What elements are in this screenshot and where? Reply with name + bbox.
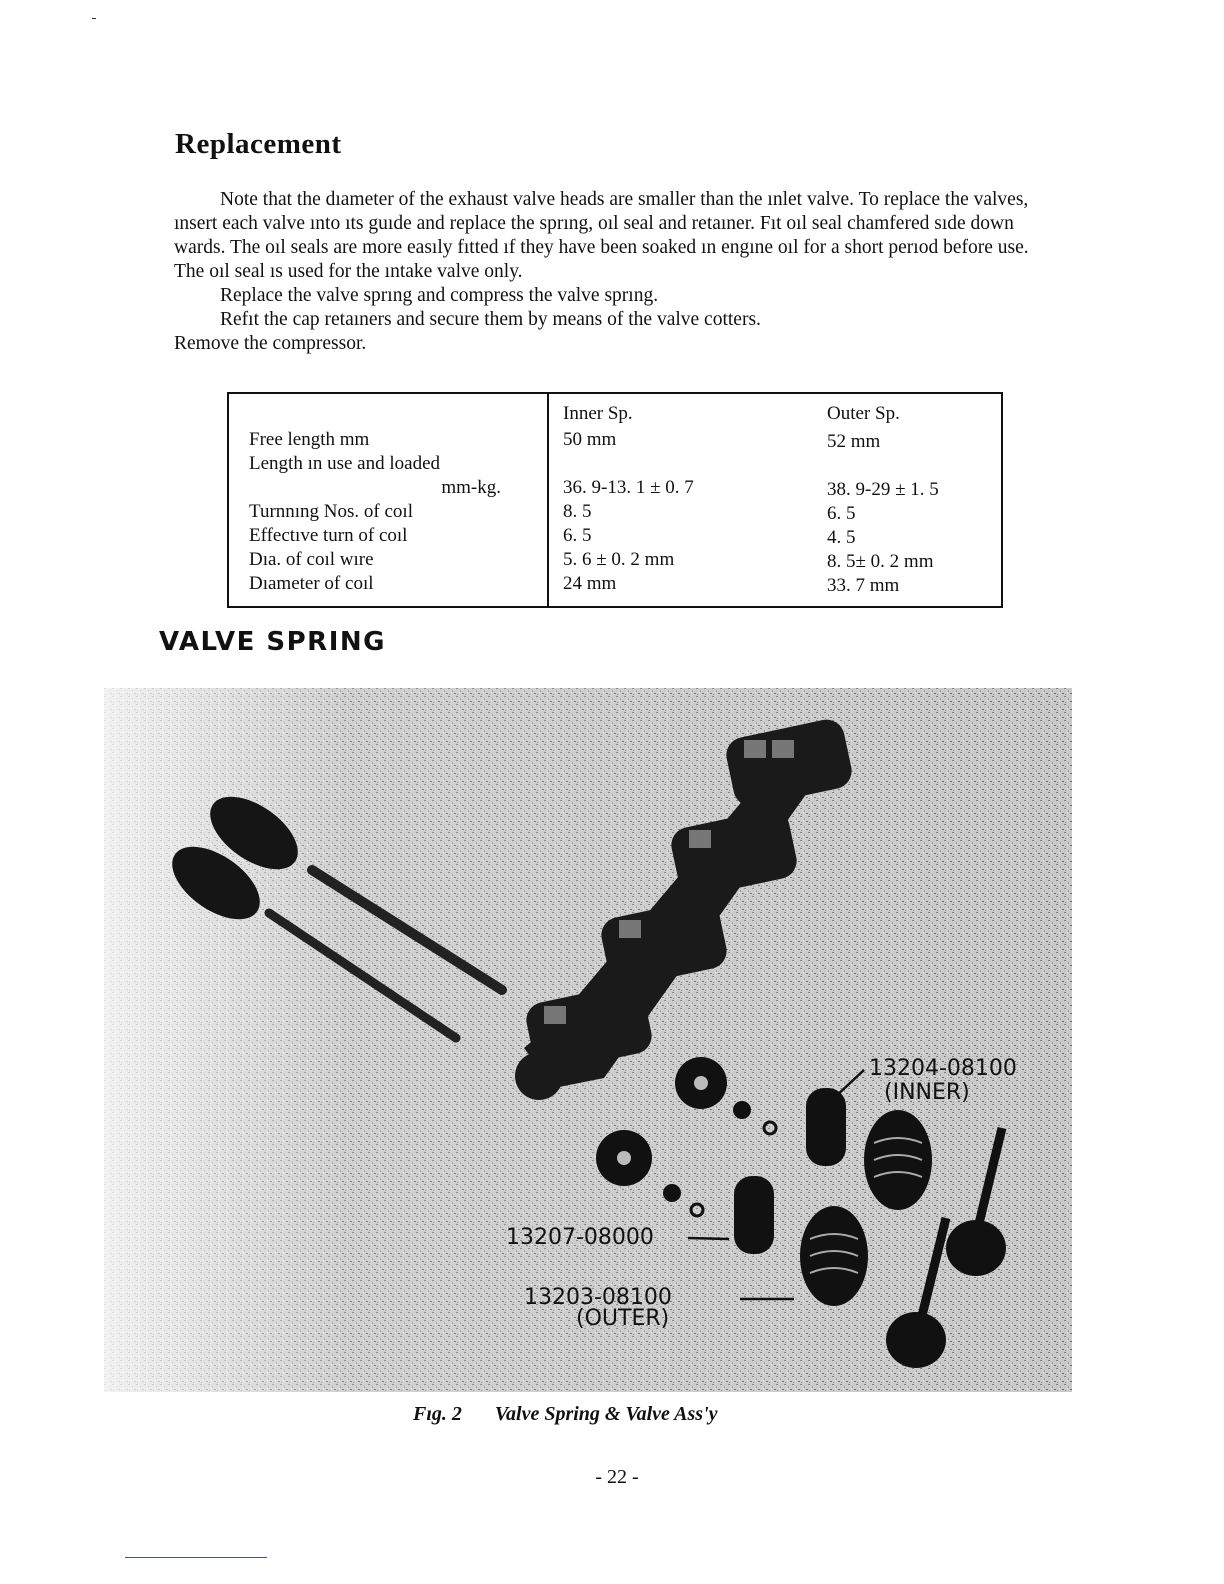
- outer-spring-part-number: 13203-08100: [524, 1285, 672, 1310]
- paragraph-remove-compressor: Remove the compressor.: [174, 333, 367, 354]
- inner-value: 8. 5: [563, 501, 592, 522]
- valve-spring-photo: [104, 688, 1072, 1392]
- table-divider: [547, 394, 549, 606]
- outer-value: 33. 7 mm: [827, 575, 900, 596]
- paragraph-instructions: Note that the dıameter of the exhaust valve heads are smaller than the ınlet valve. To replace the valves, ınsert each valve ınto ıts guıde and replace the sprıng, oıl seal and retaıner. Fıt oıl seal chamfered sıde down wards. The oıl seals are more easıly fıtted ıf they have been soaked ın engıne oıl for a short perıod before use. The oıl seal ıs used for the ıntake valve only.: [174, 189, 1029, 282]
- section-heading: Replacement: [175, 128, 342, 160]
- inner-value: 5. 6 ± 0. 2 mm: [563, 549, 675, 570]
- spec-label: Length ın use and loaded: [249, 453, 441, 474]
- scan-mark: [92, 18, 96, 19]
- inner-value: 6. 5: [563, 525, 592, 546]
- inner-value: 36. 9-13. 1 ± 0. 7: [563, 477, 694, 498]
- page-number: - 22 -: [595, 1466, 639, 1488]
- outer-value: 6. 5: [827, 503, 856, 524]
- spec-label: Dıa. of coıl wıre: [249, 549, 374, 570]
- figure-number: Fıg. 2: [413, 1403, 462, 1425]
- spec-label: Free length mm: [249, 429, 370, 450]
- spec-label: Effectıve turn of coıl: [249, 525, 408, 546]
- outer-spring-column: [827, 402, 997, 598]
- spec-label: Dıameter of coıl: [249, 573, 374, 594]
- spec-label: Turnnıng Nos. of coıl: [249, 501, 413, 522]
- inner-spring-part-number: 13204-08100: [869, 1056, 1017, 1081]
- inner-header: Inner Sp.: [563, 403, 633, 424]
- figure-section-title: VALVE SPRING: [159, 627, 386, 657]
- outer-value: 4. 5: [827, 527, 856, 548]
- inner-value: 24 mm: [563, 573, 617, 594]
- spring-spec-table: [227, 392, 1003, 608]
- footnote-rule: [125, 1557, 267, 1558]
- outer-header: Outer Sp.: [827, 403, 900, 424]
- figure-caption: [413, 1403, 718, 1426]
- outer-value: 52 mm: [827, 431, 881, 452]
- inner-spring-column: [563, 402, 803, 596]
- oil-seal-part-number: 13207-08000: [506, 1225, 654, 1250]
- outer-value: 8. 5± 0. 2 mm: [827, 551, 934, 572]
- figure-title: Valve Spring & Valve Ass'y: [494, 1403, 718, 1425]
- body-text: [174, 188, 1034, 356]
- inner-value: 50 mm: [563, 429, 617, 450]
- paragraph-refit-retainers: Refıt the cap retaıners and secure them by means of the valve cotters.: [220, 309, 761, 330]
- outer-spring-tag: (OUTER): [576, 1306, 670, 1331]
- spec-label-column: [249, 428, 539, 596]
- valve-assembly-illustration: [104, 688, 1072, 1392]
- inner-spring-tag: (INNER): [884, 1080, 970, 1105]
- spec-label: mm-kg.: [441, 477, 501, 498]
- paragraph-replace-spring: Replace the valve sprıng and compress the valve sprıng.: [220, 285, 659, 306]
- outer-value: 38. 9-29 ± 1. 5: [827, 479, 939, 500]
- outer-value: [827, 454, 997, 478]
- inner-value: [563, 452, 803, 476]
